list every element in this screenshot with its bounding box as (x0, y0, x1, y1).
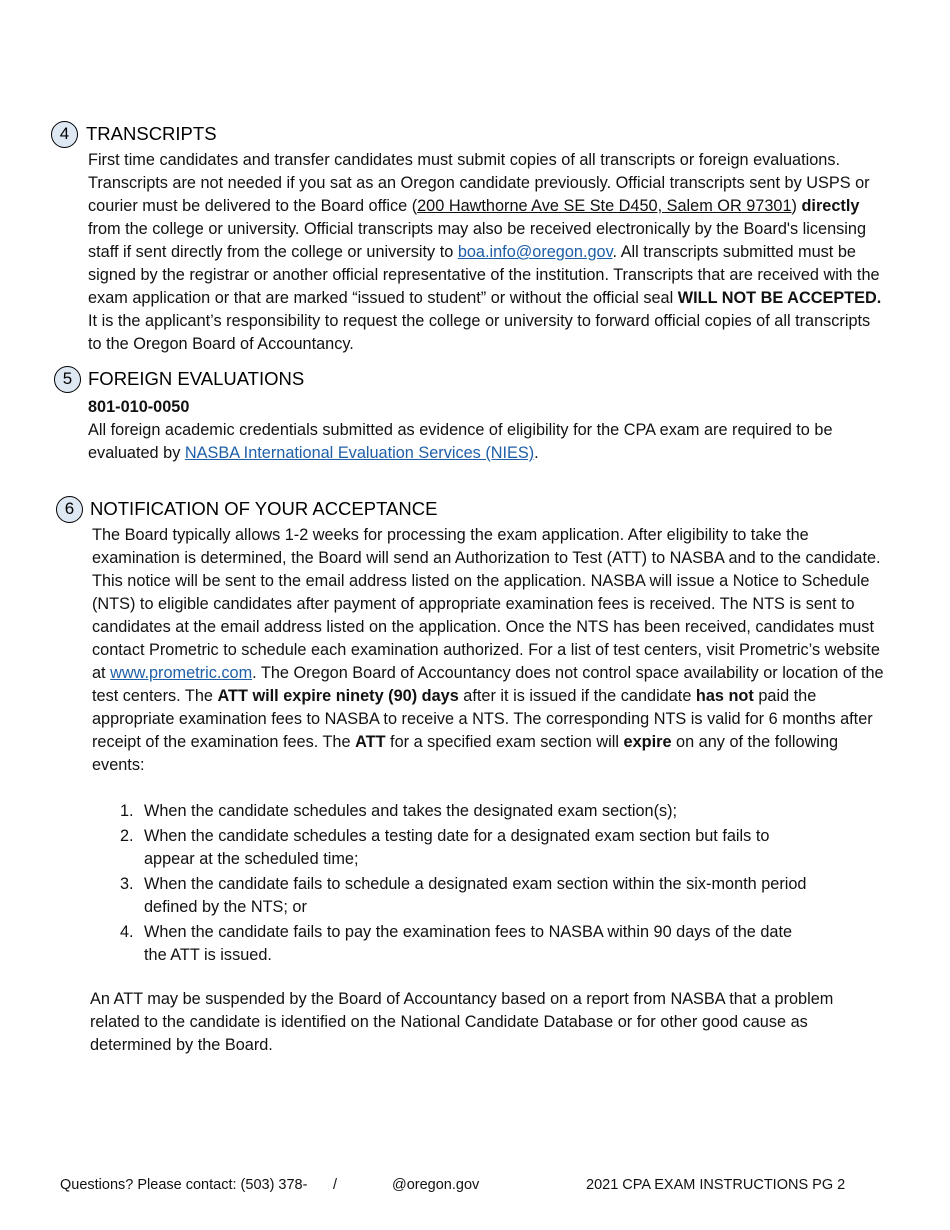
list-item: 4. When the candidate fails to pay the examination fees to NASBA within 90 days of the date the ATT is issued. (120, 923, 793, 964)
section-title: NOTIFICATION OF YOUR ACCEPTANCE (90, 498, 438, 519)
page-footer (0, 1177, 950, 1197)
section-title: TRANSCRIPTS (86, 123, 217, 144)
section-number-badge: 6 (56, 496, 83, 523)
list-item: 1. When the candidate schedules and takes the designated exam section(s); (120, 802, 678, 820)
transcripts-paragraph: First time candidates and transfer candidates must submit copies of all transcripts or foreign evaluations. Transcripts are not needed if you sat as an Oregon candidate previously. Official transcripts sent by USPS or courier must be delivered to the Board office (200 Hawthorne Ave SE Ste D450, Salem OR 97301) directly from the college or university. Official transcripts may also be received electronically by the Board's licensing staff if sent directly from the college or university to boa.info@oregon.gov. All transcripts submitted must be signed by the registrar or another official representative of the institution. Transcripts that are received with the exam application or that are marked “issued to student” or without the official seal WILL NOT BE ACCEPTED. It is the applicant’s responsibility to request the college or university to forward official copies of all transcripts to the Oregon Board of Accountancy. (88, 151, 882, 353)
section-number-badge: 5 (54, 366, 81, 393)
board-office-address: 200 Hawthorne Ave SE Ste D450, Salem OR 97301 (417, 197, 792, 215)
rule-code: 801-010-0050 (88, 398, 190, 416)
foreign-paragraph: All foreign academic credentials submitted as evidence of eligibility for the CPA exam are required to be evaluated by NASBA International Evaluation Services (NIES). (88, 421, 833, 462)
suspension-paragraph: An ATT may be suspended by the Board of Accountancy based on a report from NASBA that a problem related to the candidate is identified on the National Candidate Database or for other good cause as determined by the Board. (90, 990, 834, 1054)
board-email-link[interactable]: boa.info@oregon.gov (457, 243, 613, 261)
footer-contact: Questions? Please contact: (503) 378- (60, 1177, 308, 1193)
not-accepted-warning: WILL NOT BE ACCEPTED. (677, 289, 882, 307)
section-title: FOREIGN EVALUATIONS (88, 368, 305, 389)
expiry-events-list (120, 800, 810, 969)
nies-link[interactable]: NASBA International Evaluation Services (NIES) (184, 444, 535, 462)
prometric-link[interactable]: www.prometric.com (110, 664, 253, 682)
list-item: 2. When the candidate schedules a testing date for a designated exam section but fails to appear at the scheduled time; (120, 827, 770, 868)
section-number-badge: 4 (51, 121, 78, 148)
list-item: 3. When the candidate fails to schedule a designated exam section within the six-month period defined by the NTS; or (120, 875, 807, 916)
footer-slash: / (333, 1177, 338, 1193)
footer-page-label: 2021 CPA EXAM INSTRUCTIONS PG 2 (586, 1177, 846, 1193)
notification-paragraph: The Board typically allows 1-2 weeks for processing the exam application. After eligibility to take the examination is determined, the Board will send an Authorization to Test (ATT) to NASBA and to the candidate. This notice will be sent to the email address listed on the application. NASBA will issue a Notice to Schedule (NTS) to eligible candidates after payment of appropriate examination fees is received. The NTS is sent to candidates at the email address listed on the application. Once the NTS has been received, candidates must contact Prometric to schedule each examination authorized. For a list of test centers, visit Prometric’s website at www.prometric.com. The Oregon Board of Accountancy does not control space availability or location of the test centers. The ATT will expire ninety (90) days after it is issued if the candidate has not paid the appropriate examination fees to NASBA to receive a NTS. The corresponding NTS is valid for 6 months after receipt of the examination fees. The ATT for a specified exam section will expire on any of the following events: (92, 526, 884, 774)
footer-email-domain: @oregon.gov (392, 1177, 480, 1193)
